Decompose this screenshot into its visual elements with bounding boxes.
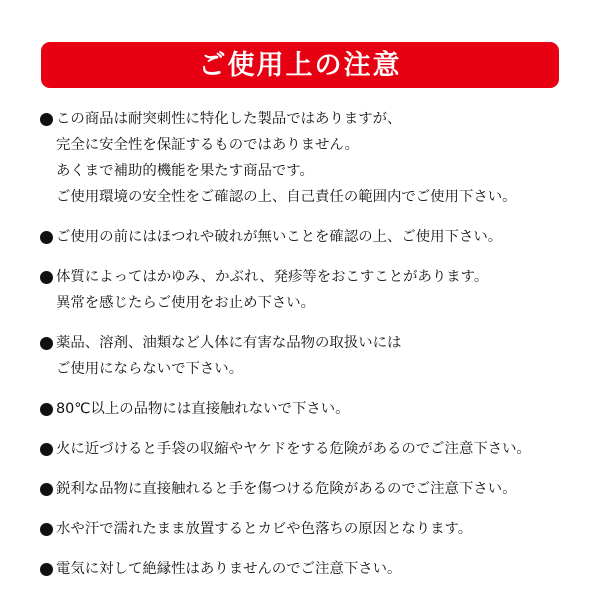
caution-text: 完全に安全性を保証するものではありません。 (56, 137, 360, 153)
caution-item (40, 264, 590, 316)
caution-item (40, 106, 590, 210)
caution-item (40, 330, 590, 382)
caution-text: あくまで補助的機能を果たす商品です。 (56, 163, 314, 179)
caution-item (40, 436, 590, 462)
caution-text: 異常を感じたらご使用をお止め下さい。 (56, 295, 316, 311)
bullet-icon (40, 271, 53, 284)
bullet-icon (40, 563, 53, 576)
bullet-icon (40, 113, 53, 126)
bullet-icon (40, 443, 53, 456)
caution-item (40, 516, 590, 542)
caution-item (40, 476, 590, 502)
caution-item (40, 556, 590, 582)
caution-text: ご使用の前にはほつれや破れが無いことを確認の上、ご使用下さい。 (56, 229, 503, 245)
caution-item (40, 224, 590, 250)
page-title: ご使用上の注意 (198, 49, 402, 81)
bullet-icon (40, 337, 53, 350)
caution-text: 80℃以上の品物には直接触れないで下さい。 (56, 401, 350, 417)
bullet-icon (40, 483, 53, 496)
caution-text: 鋭利な品物に直接触れると手を傷つける危険があるのでご注意下さい。 (56, 481, 517, 497)
caution-text: 体質によってはかゆみ、かぶれ、発疹等をおこすことがあります。 (56, 269, 489, 285)
bullet-icon (40, 231, 53, 244)
caution-text: 水や汗で濡れたまま放置するとカビや色落ちの原因となります。 (56, 521, 473, 537)
caution-item (40, 396, 590, 422)
header-banner (41, 42, 559, 88)
caution-text: 火に近づけると手袋の収縮やヤケドをする危険があるのでご注意下さい。 (56, 441, 531, 457)
bullet-icon (40, 403, 53, 416)
caution-text: 薬品、溶剤、油類など人体に有害な品物の取扱いには (56, 335, 402, 351)
caution-text: 電気に対して絶縁性はありませんのでご注意下さい。 (56, 561, 402, 577)
caution-list (40, 106, 590, 596)
caution-text: ご使用環境の安全性をご確認の上、自己責任の範囲内でご使用下さい。 (56, 189, 517, 205)
caution-text: ご使用にならないで下さい。 (56, 361, 244, 377)
bullet-icon (40, 523, 53, 536)
caution-text: この商品は耐突刺性に特化した製品ではありますが、 (56, 111, 402, 127)
